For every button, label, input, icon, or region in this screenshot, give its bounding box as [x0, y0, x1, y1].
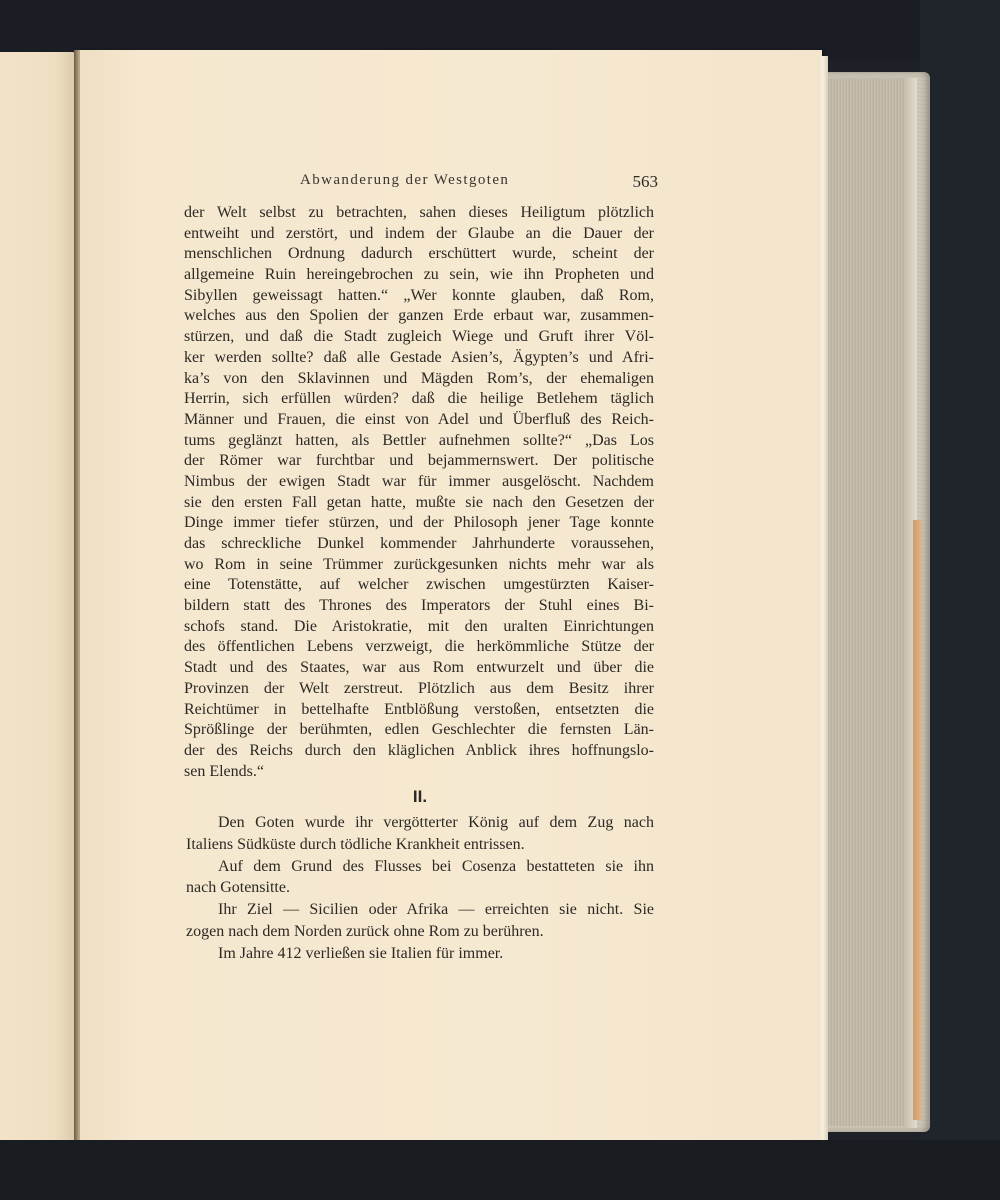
text-line: zogen nach dem Norden zurück ohne Rom zu berühren. [186, 922, 544, 940]
text-line: Nimbus der ewigen Stadt war für immer ausgelöscht. Nachdem [184, 472, 654, 490]
text-line: welches aus den Spolien der ganzen Erde erbaut war, zusammen- [184, 307, 654, 325]
text-line: der Welt selbst zu betrachten, sahen dieses Heiligtum plötzlich [184, 204, 654, 221]
text-line: Herrin, sich erfüllen würden? daß die heilige Betlehem täglich [184, 390, 654, 408]
section-text [186, 812, 654, 965]
text-line: Auf dem Grund des Flusses bei Cosenza bestatteten sie ihn [218, 857, 654, 875]
page-number: 563 [632, 172, 658, 191]
text-line: Den Goten wurde ihr vergötterter König auf dem Zug nach [218, 814, 654, 831]
text-line: Sibyllen geweissagt hatten.“ „Wer konnte glauben, daß Rom, [184, 286, 654, 304]
text-line: Im Jahre 412 verließen sie Italien für immer. [218, 944, 504, 962]
text-line: wo Rom in seine Trümmer zurückgesunken nichts mehr war als [184, 555, 654, 573]
text-line: ker werden sollte? daß alle Gestade Asien’s, Ägypten’s und Afri- [184, 348, 654, 366]
text-line: das schreckliche Dunkel kommender Jahrhunderte voraussehen, [184, 535, 654, 552]
background-right [920, 0, 1000, 1200]
body-text [184, 203, 654, 782]
text-line: schofs stand. Die Aristokratie, mit den uralten Einrichtungen [184, 617, 654, 635]
text-line: ka’s von den Sklavinnen und Mägden Rom’s, der ehemaligen [184, 369, 654, 387]
text-line: allgemeine Ruin hereingebrochen zu sein, wie ihn Propheten und [184, 266, 654, 284]
text-line: tums geglänzt hatten, als Bettler aufnehmen sollte?“ „Das Los [184, 431, 654, 449]
running-head: Abwanderung der Westgoten [300, 172, 510, 188]
page-edge [818, 56, 828, 1146]
text-line: Männer und Frauen, die einst von Adel und Überfluß des Reich- [184, 410, 654, 428]
text-line: Dinge immer tiefer stürzen, und der Philosoph jener Tage konnte [184, 514, 654, 532]
text-line: sen Elends.“ [184, 762, 264, 780]
text-line: nach Gotensitte. [186, 879, 290, 897]
text-line: bildern statt des Thrones des Imperators der Stuhl eines Bi- [184, 597, 654, 615]
text-line: der Römer war furchtbar und bejammernswert. Der politische [184, 452, 654, 470]
text-line: menschlichen Ordnung dadurch erschüttert wurde, scheint der [184, 245, 654, 263]
text-line: entweiht und zerstört, und indem der Glaube an die Dauer der [184, 224, 654, 242]
text-line: Italiens Südküste durch tödliche Krankheit entrissen. [186, 835, 525, 853]
section-heading: II. [412, 787, 428, 806]
previous-page [0, 52, 78, 1147]
text-line: Ihr Ziel — Sicilien oder Afrika — erreichten sie nicht. Sie [218, 901, 654, 919]
page-block-edge [826, 78, 910, 1126]
text-line: des öffentlichen Lebens verzweigt, die herkömmliche Stütze der [184, 638, 654, 656]
bookmark-ribbon [913, 520, 922, 1120]
text-line: Reichtümer in bettelhafte Entblößung verstoßen, entsetzten die [184, 700, 654, 718]
text-line: Provinzen der Welt zerstreut. Plötzlich aus dem Besitz ihrer [184, 679, 654, 697]
background-bottom [0, 1140, 1000, 1200]
text-line: sie den ersten Fall getan hatte, mußte sie nach den Gesetzen der [184, 493, 654, 511]
text-line: stürzen, und daß die Stadt zugleich Wiege und Gruft ihrer Völ- [184, 328, 654, 346]
text-line: Stadt und des Staates, war aus Rom entwurzelt und über die [184, 659, 654, 677]
text-line: Sprößlinge der berühmten, edlen Geschlechter die fernsten Län- [184, 721, 654, 739]
text-line: der des Reichs durch den kläglichen Anblick ihres hoffnungslo- [184, 741, 654, 759]
text-line: eine Totenstätte, auf welcher zwischen umgestürzten Kaiser- [184, 576, 654, 594]
